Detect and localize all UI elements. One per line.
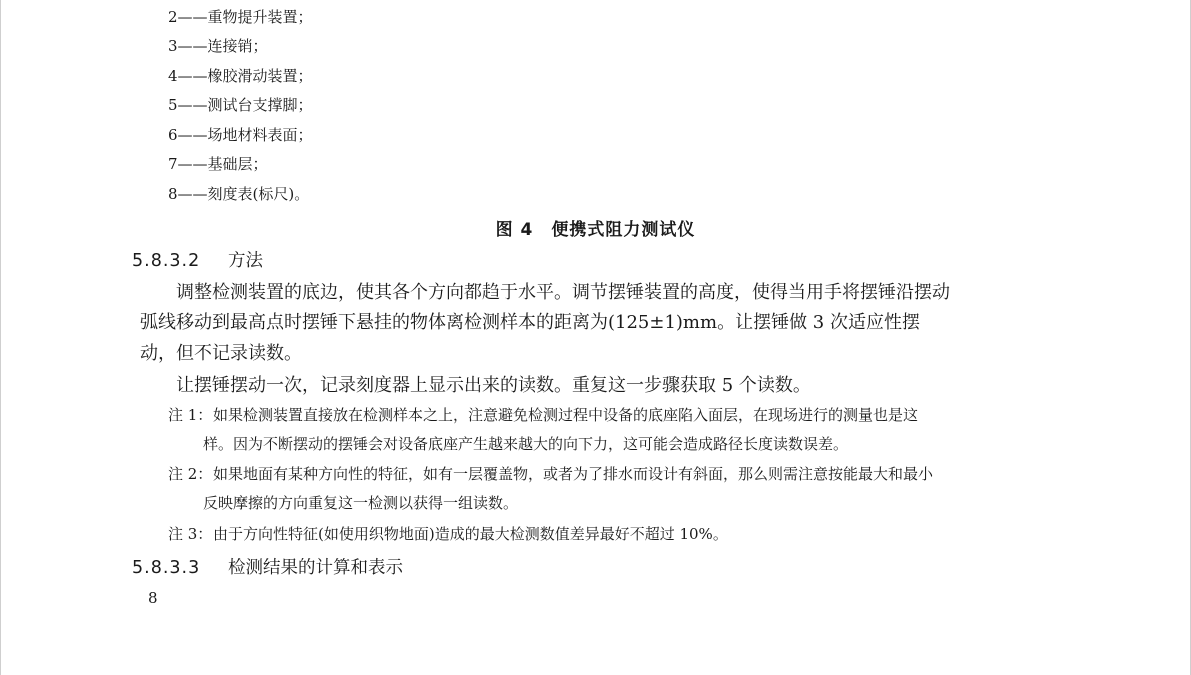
paragraph-line: 让摆锤摆动一次，记录刻度器上显示出来的读数。重复这一步骤获取 5 个读数。 bbox=[176, 375, 811, 396]
legend-item: 5——测试台支撑脚； bbox=[168, 96, 313, 114]
legend-item: 8——刻度表(标尺)。 bbox=[168, 185, 310, 203]
legend-item: 7——基础层； bbox=[168, 155, 268, 173]
paragraph-line: 调整检测装置的底边，使其各个方向都趋于水平。调节摆锤装置的高度，使得当用手将摆锤沿摆动 bbox=[176, 282, 950, 303]
page-number: 8 bbox=[148, 589, 158, 607]
paragraph-line: 弧线移动到最高点时摆锤下悬挂的物体离检测样本的距离为(125±1)mm。让摆锤做 3 次适应性摆 bbox=[140, 312, 920, 333]
paragraph-line: 动，但不记录读数。 bbox=[140, 343, 302, 364]
legend-item: 3——连接销； bbox=[168, 37, 268, 55]
note-line: 如果检测装置直接放在检测样本之上，注意避免检测过程中设备的底座陷入面层，在现场进行的测量也是这 bbox=[213, 406, 919, 424]
figure-caption: 图 4 便携式阻力测试仪 bbox=[495, 220, 696, 240]
note-line: 由于方向性特征(如使用织物地面)造成的最大检测数值差异最好不超过 10%。 bbox=[213, 525, 728, 543]
note-label: 注 3： bbox=[168, 525, 213, 543]
legend-item: 6——场地材料表面； bbox=[168, 126, 313, 144]
section-number: 5.8.3.3 bbox=[132, 558, 201, 578]
legend-item: 2——重物提升装置； bbox=[168, 8, 313, 26]
legend-item: 4——橡胶滑动装置； bbox=[168, 67, 313, 85]
section-title: 方法 bbox=[228, 251, 263, 271]
note-line: 如果地面有某种方向性的特征，如有一层覆盖物，或者为了排水而设计有斜面，那么则需注意按能最大和最小 bbox=[213, 465, 934, 483]
note-label: 注 1： bbox=[168, 406, 213, 424]
section-number: 5.8.3.2 bbox=[132, 251, 201, 271]
section-heading-calc bbox=[132, 554, 403, 579]
section-heading-method bbox=[132, 247, 263, 272]
note-line: 样。因为不断摆动的摆锤会对设备底座产生越来越大的向下力，这可能会造成路径长度读数误差。 bbox=[203, 435, 849, 453]
section-title: 检测结果的计算和表示 bbox=[228, 558, 403, 578]
note-line: 反映摩擦的方向重复这一检测以获得一组读数。 bbox=[203, 494, 519, 512]
page-left-edge bbox=[0, 0, 1, 675]
note-label: 注 2： bbox=[168, 465, 213, 483]
